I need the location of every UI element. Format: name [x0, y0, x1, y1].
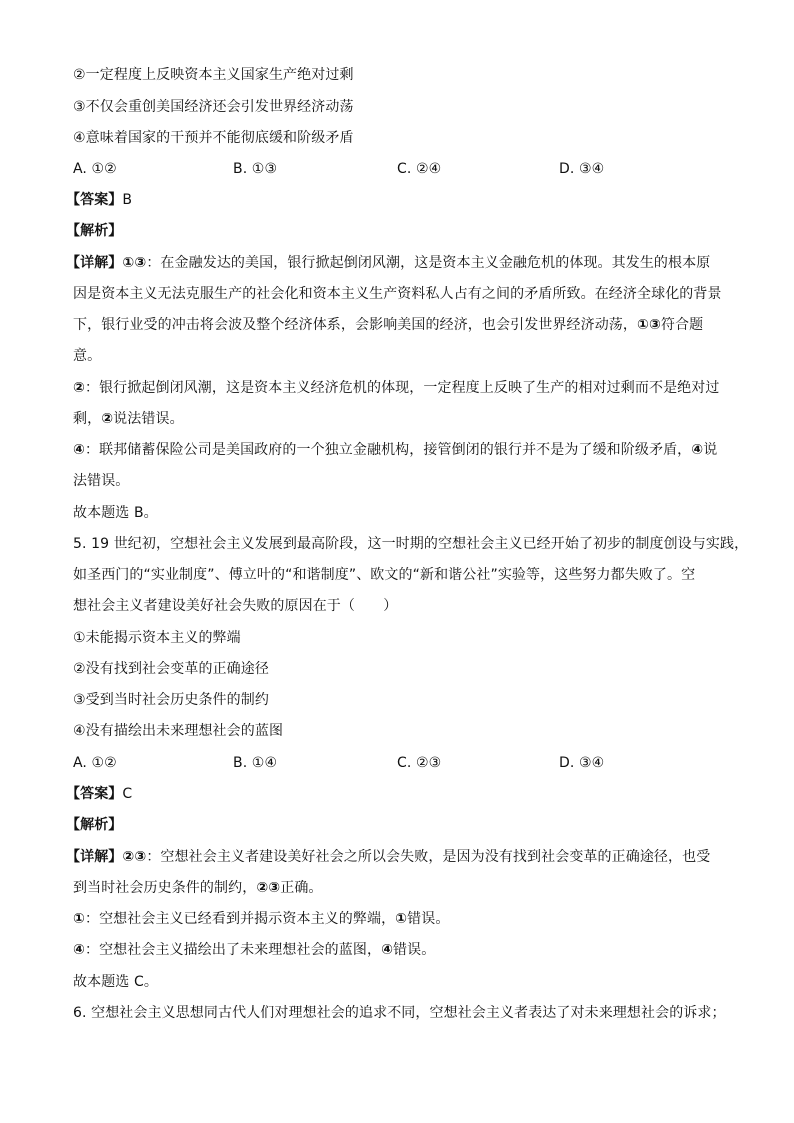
q5-detail-line-3 [73, 909, 449, 929]
q5-option-d: D. ③④ [559, 755, 605, 771]
q4-option-c: C. ②④ [397, 161, 442, 177]
q6-stem-line-1: 6. 空想社会主义思想同古代人们对理想社会的追求不同，空想社会主义者表达了对未来理想社会的诉求； [73, 1005, 726, 1021]
q5-statement-4: ④没有描绘出未来理想社会的蓝图 [73, 723, 284, 739]
q4-answer [66, 190, 132, 210]
detail-text: ：空想社会主义已经看到并揭示资本主义的弊端， [84, 911, 396, 927]
q4-analysis-heading [66, 221, 122, 241]
analysis-tag: 【解析】 [66, 223, 123, 239]
q5-option-c: C. ②③ [397, 755, 442, 771]
detail-ref: ④ [691, 442, 704, 458]
detail-ref: ②③ [256, 880, 281, 896]
q5-analysis-heading [66, 815, 122, 835]
answer-tag: 【答案】 [66, 786, 123, 802]
detail-text: ：在金融发达的美国，银行掀起倒闭风潮，这是资本主义金融危机的体现。其发生的根本原 [146, 255, 711, 271]
detail-ref: ④ [73, 942, 85, 958]
q5-statement-2: ②没有找到社会变革的正确途径 [73, 661, 269, 677]
detail-text: 到当时社会历史条件的制约， [73, 880, 257, 896]
detail-ref: ①③ [637, 317, 661, 333]
q5-stem-line-3: 想社会主义者建设美好社会失败的原因在于（ ） [73, 598, 398, 614]
q4-detail-line-7 [73, 440, 717, 460]
q4-detail-line-3 [73, 315, 703, 335]
q5-statement-3: ③受到当时社会历史条件的制约 [73, 692, 269, 708]
detail-ref: ④ [73, 442, 85, 458]
q4-detail-line-4: 意。 [73, 348, 102, 364]
q4-detail-line-2: 因是资本主义无法克服生产的社会化和资本主义生产资料私人占有之间的矛盾所致。在经济全球化的背景 [73, 286, 722, 302]
detail-tag: 【详解】 [66, 255, 123, 271]
detail-ref: ④ [381, 942, 394, 958]
q4-conclusion: 故本题选 B。 [73, 505, 158, 521]
q4-detail-line-6 [73, 409, 184, 429]
answer-tag: 【答案】 [66, 192, 123, 208]
detail-ref: ②③ [122, 849, 147, 865]
detail-text: ：银行掀起倒闭风潮，这是资本主义经济危机的体现，一定程度上反映了生产的相对过剩而不是绝对过 [84, 380, 720, 396]
q5-detail-line-1 [66, 847, 710, 867]
detail-ref: ② [73, 380, 85, 396]
q5-conclusion: 故本题选 C。 [73, 974, 158, 990]
q5-stem-line-2: 如圣西门的“实业制度”、傅立叶的“和谐制度”、欧文的“新和谐公社”实验等，这些努力都失败了。空 [73, 567, 696, 583]
detail-text: 正确。 [280, 880, 323, 896]
q4-options [73, 159, 733, 179]
detail-ref: ② [101, 411, 114, 427]
q4-statement-2: ②一定程度上反映资本主义国家生产绝对过剩 [73, 67, 354, 83]
q5-detail-line-4 [73, 940, 435, 960]
q4-option-b: B. ①③ [233, 161, 278, 177]
analysis-tag: 【解析】 [66, 817, 123, 833]
detail-text: 说 [703, 442, 718, 458]
detail-text: ：空想社会主义描绘出了未来理想社会的蓝图， [84, 942, 382, 958]
q4-detail-line-1 [66, 253, 710, 273]
q4-option-a: A. ①② [73, 161, 117, 177]
q5-option-b: B. ①④ [233, 755, 278, 771]
q5-answer [66, 784, 132, 804]
detail-ref: ① [395, 911, 408, 927]
q4-statement-4: ④意味着国家的干预并不能彻底缓和阶级矛盾 [73, 130, 354, 146]
detail-text: 剩， [73, 411, 102, 427]
q4-option-d: D. ③④ [559, 161, 605, 177]
detail-text: ：联邦储蓄保险公司是美国政府的一个独立金融机构，接管倒闭的银行并不是为了缓和阶级矛盾， [84, 442, 692, 458]
detail-text: 说法错误。 [113, 411, 184, 427]
detail-text: 错误。 [407, 911, 450, 927]
q5-detail-line-2 [73, 878, 323, 898]
q5-option-a: A. ①② [73, 755, 117, 771]
q4-detail-line-5 [73, 378, 719, 398]
detail-ref: ① [73, 911, 85, 927]
q4-statement-3: ③不仅会重创美国经济还会引发世界经济动荡 [73, 99, 354, 115]
detail-text: 错误。 [393, 942, 436, 958]
detail-ref: ①③ [122, 255, 147, 271]
q5-stem-line-1: 5. 19 世纪初，空想社会主义发展到最高阶段，这一时期的空想社会主义已经开始了初步的制度创设与实践， [73, 536, 749, 552]
q5-statement-1: ①未能揭示资本主义的弊端 [73, 630, 241, 646]
detail-text: 下，银行业受的冲击将会波及整个经济体系，会影响美国的经济，也会引发世界经济动荡， [73, 317, 637, 333]
detail-text: ：空想社会主义者建设美好社会之所以会失败，是因为没有找到社会变革的正确途径，也受 [146, 849, 711, 865]
answer-value: B [122, 192, 133, 208]
answer-value: C [122, 786, 133, 802]
q5-options [73, 753, 733, 773]
detail-text: 符合题 [660, 317, 704, 333]
q4-detail-line-8: 法错误。 [73, 473, 130, 489]
detail-tag: 【详解】 [66, 849, 123, 865]
